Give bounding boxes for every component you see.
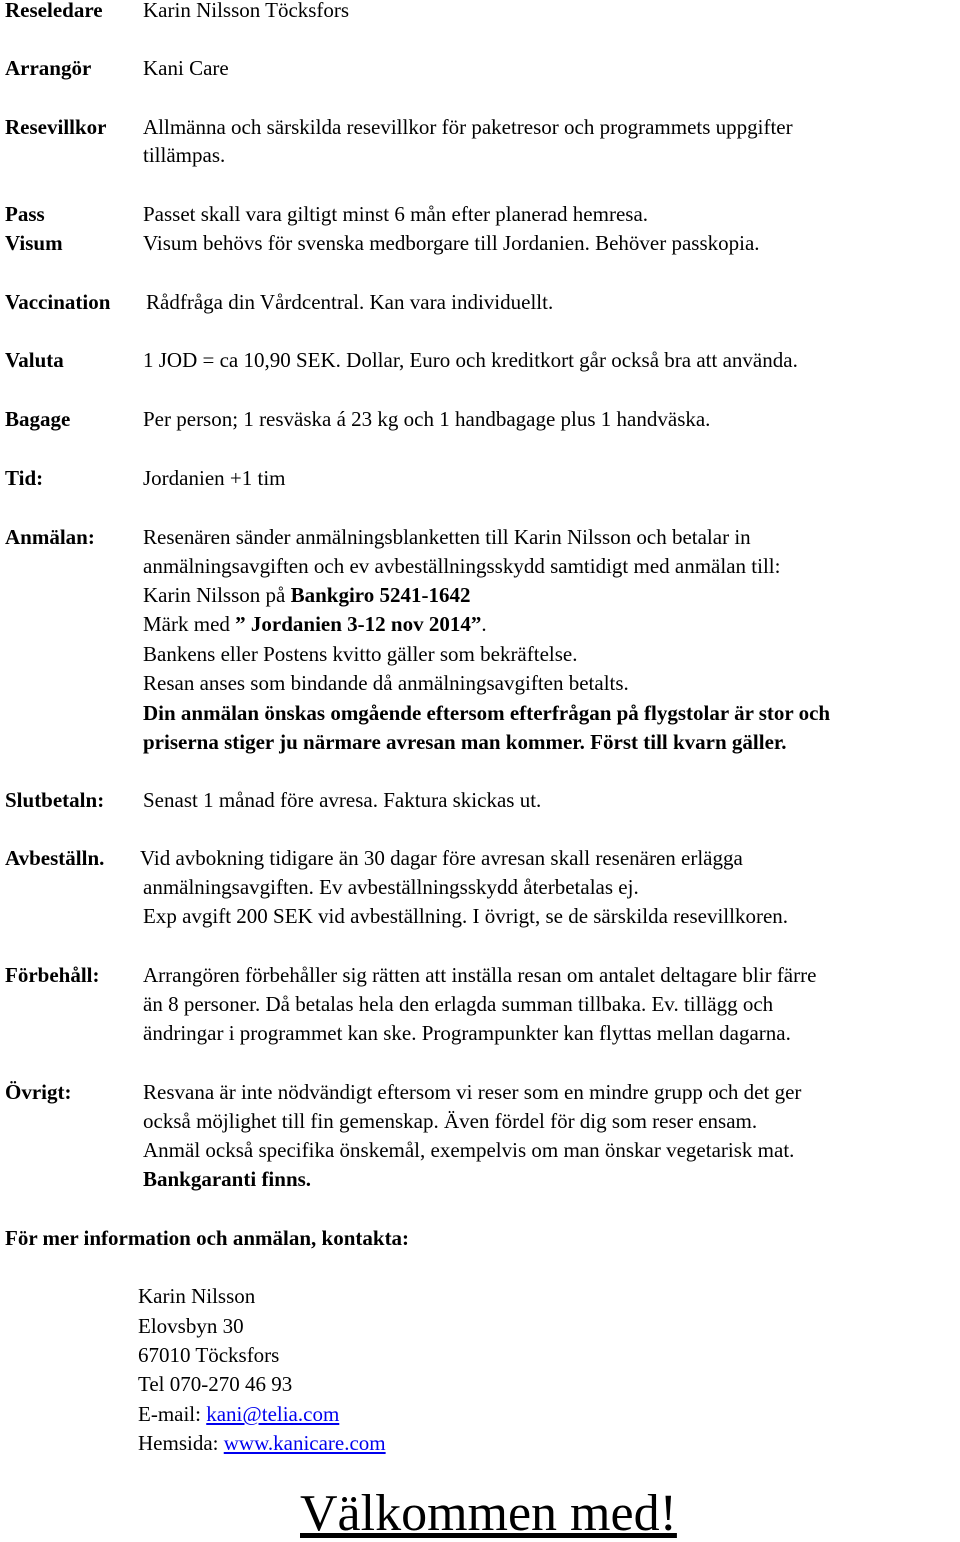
email-label: E-mail: (138, 1402, 207, 1426)
label-bagage: Bagage (5, 407, 71, 431)
avbestalln-line1: Vid avbokning tidigare än 30 dagar före avresan skall resenären erlägga (140, 846, 743, 870)
anmalan-line5: Bankens eller Postens kvitto gäller som bekräftelse. (143, 642, 578, 666)
contact-phone: Tel 070-270 46 93 (138, 1372, 293, 1396)
value-vaccination: Rådfråga din Vårdcentral. Kan vara individuellt. (146, 290, 554, 314)
anmalan-line3-prefix: Karin Nilsson på (143, 583, 291, 607)
ovrigt-line1: Resvana är inte nödvändigt eftersom vi reser som en mindre grupp och det ger (143, 1080, 802, 1104)
anmalan-line4-prefix: Märk med (143, 612, 236, 636)
contact-web-row (138, 1433, 386, 1454)
avbestalln-line2: anmälningsavgiften. Ev avbeställningsskydd återbetalas ej. (143, 875, 639, 899)
label-forbehall: Förbehåll: (5, 963, 100, 987)
value-slutbetaln: Senast 1 månad före avresa. Faktura skickas ut. (143, 788, 542, 812)
label-tid: Tid: (5, 466, 44, 490)
ovrigt-line4: Bankgaranti finns. (143, 1167, 312, 1191)
contact-email-row (138, 1404, 339, 1425)
value-pass: Passet skall vara giltigt minst 6 mån efter planerad hemresa. (143, 202, 649, 226)
forbehall-line2: än 8 personer. Då betalas hela den erlagda summan tillbaka. Ev. tillägg och (143, 992, 774, 1016)
label-valuta: Valuta (5, 348, 64, 372)
avbestalln-line3: Exp avgift 200 SEK vid avbeställning. I övrigt, se de särskilda resevillkoren. (143, 904, 789, 928)
anmalan-line3 (143, 585, 470, 606)
contact-city: 67010 Töcksfors (138, 1343, 280, 1367)
welcome-heading: Välkommen med! (300, 1485, 677, 1542)
contact-name: Karin Nilsson (138, 1284, 256, 1308)
value-visum: Visum behövs för svenska medborgare till Jordanien. Behöver passkopia. (143, 231, 760, 255)
label-anmalan: Anmälan: (5, 525, 95, 549)
label-ovrigt: Övrigt: (5, 1080, 72, 1104)
ovrigt-line2: också möjlighet till fin gemenskap. Även fördel för dig som reser ensam. (143, 1109, 758, 1133)
website-link[interactable]: www.kanicare.com (223, 1431, 386, 1455)
label-slutbetaln: Slutbetaln: (5, 788, 105, 812)
label-resevillkor: Resevillkor (5, 115, 107, 139)
value-arrangor: Kani Care (143, 56, 229, 80)
anmalan-line4-suffix: . (481, 612, 487, 636)
forbehall-line3: ändringar i programmet kan ske. Programpunkter kan flyttas mellan dagarna. (143, 1021, 791, 1045)
anmalan-line1: Resenären sänder anmälningsblanketten till Karin Nilsson och betalar in (143, 525, 751, 549)
value-tid: Jordanien +1 tim (143, 466, 286, 490)
contact-street: Elovsbyn 30 (138, 1314, 244, 1338)
web-label: Hemsida: (138, 1431, 224, 1455)
label-arrangor: Arrangör (5, 56, 92, 80)
label-avbestalln: Avbeställn. (5, 846, 105, 870)
anmalan-line4 (143, 614, 487, 635)
label-pass: Pass (5, 202, 45, 226)
label-reseledare: Reseledare (5, 0, 103, 22)
anmalan-line7: Din anmälan önskas omgående eftersom efterfrågan på flygstolar är stor och (143, 701, 831, 725)
contact-heading: För mer information och anmälan, kontakta: (5, 1226, 410, 1250)
value-bagage: Per person; 1 resväska á 23 kg och 1 handbagage plus 1 handväska. (143, 407, 711, 431)
forbehall-line1: Arrangören förbehåller sig rätten att inställa resan om antalet deltagare blir färre (143, 963, 817, 987)
label-vaccination: Vaccination (5, 290, 111, 314)
value-resevillkor-line1: Allmänna och särskilda resevillkor för paketresor och programmets uppgifter (143, 115, 793, 139)
anmalan-line8: priserna stiger ju närmare avresan man kommer. Först till kvarn gäller. (143, 730, 787, 754)
value-valuta: 1 JOD = ca 10,90 SEK. Dollar, Euro och kreditkort går också bra att använda. (143, 348, 798, 372)
anmalan-line2: anmälningsavgiften och ev avbeställningsskydd samtidigt med anmälan till: (143, 554, 781, 578)
email-link[interactable]: kani@telia.com (206, 1402, 340, 1426)
anmalan-line6: Resan anses som bindande då anmälningsavgiften betalts. (143, 671, 629, 695)
label-visum: Visum (5, 231, 63, 255)
value-resevillkor-line2: tillämpas. (143, 143, 226, 167)
ovrigt-line3: Anmäl också specifika önskemål, exempelvis om man önskar vegetarisk mat. (143, 1138, 795, 1162)
payment-reference: ” Jordanien 3-12 nov 2014” (235, 612, 482, 636)
value-reseledare: Karin Nilsson Töcksfors (143, 0, 350, 22)
bankgiro-number: Bankgiro 5241-1642 (290, 583, 471, 607)
